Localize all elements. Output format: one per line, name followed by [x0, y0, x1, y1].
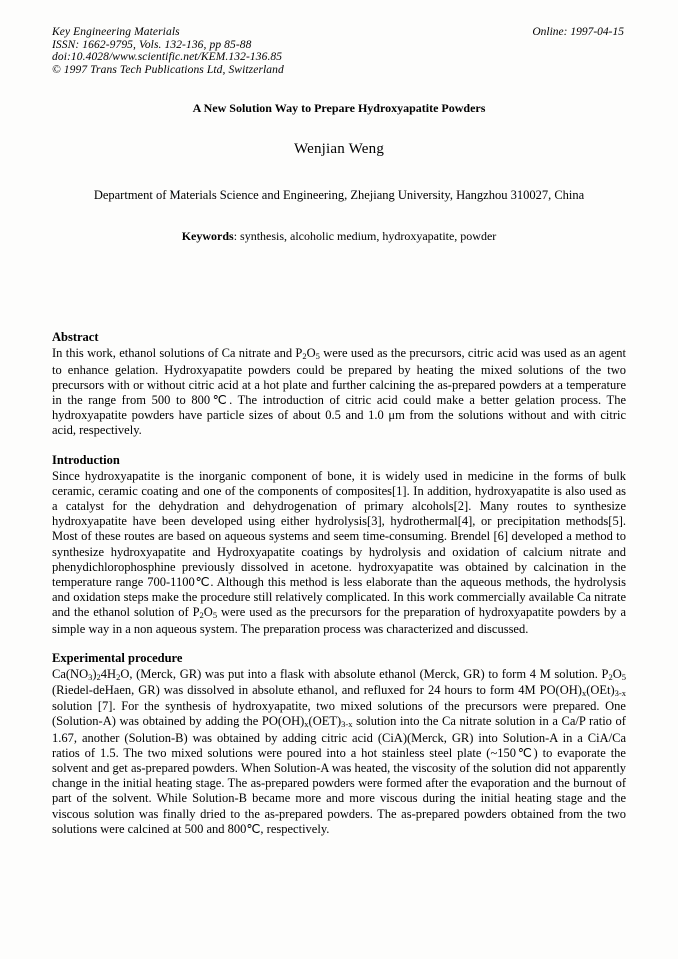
abstract-heading: Abstract: [52, 330, 99, 345]
journal-doi: doi:10.4028/www.scientific.net/KEM.132-136.85: [52, 51, 283, 64]
keywords-label: Keywords: [181, 229, 234, 244]
author-affiliation: Department of Materials Science and Engineering, Zhejiang University, Hangzhou 310027, China: [93, 188, 585, 203]
page-content: [52, 26, 626, 837]
abstract-section: [52, 330, 626, 438]
page-title: A New Solution Way to Prepare Hydroxyapatite Powders: [192, 101, 486, 116]
experimental-body: $Ca(NO_3)_24H_2O$, (Merck, GR) was put into a flask with absolute ethanol (Merck, GR) to form 4 M solution. $P_2O_5$ (Riedel-deHaen, GR) was dissolved in absolute ethanol, and refluxed for 24 hours to form 4M $PO(OH)_x(OEt)_{3-x}$ solution [7]. For the synthesis of hydroxyapatite, two mixed solutions of the precursors were prepared. One (Solution-A) was obtained by adding the $PO(OH)_x(OET)_{3-x}$ solution into the Ca nitrate solution in a Ca/P ratio of 1.67, another (Solution-B) was obtained by adding citric acid (CiA)(Merck, GR) into Solution-A in a CiA/Ca ratios of 1.5. The two mixed solutions were poured into a hot stainless steel plate (~150℃) to evaporate the solvent and get as-prepared powders. When Solution-A was heated, the viscosity of the solution did not apparently change in the initial heating stage. The as-prepared powders were formed after the evaporation and the burnout of part of the solvent. While Solution-B became more and more viscous during the initial heating stage and the viscous solution was finally dried to the as-prepared powders. The as-prepared powders obtained from the two solutions were calcined at 500 and 800℃, respectively.: [52, 666, 626, 836]
keywords-values: : synthesis, alcoholic medium, hydroxyapatite, powder: [233, 229, 497, 244]
online-publication-date: Online: 1997-04-15: [532, 26, 624, 38]
keywords-line: [52, 229, 626, 244]
journal-header: [52, 26, 626, 76]
abstract-body: In this work, ethanol solutions of Ca nitrate and $P_2O_5$ were used as the precursors, citric acid was used as an agent to enhance gelation. Hydroxyapatite powders could be prepared by heating the mixed solutions of the two precursors with or without citric acid at a hot plate and further calcining the as-prepared powders at a temperature in the range from 500 to 800℃. The introduction of citric acid could make a better gelation process. The hydroxyapatite powders have particle sizes of about 0.5 and 1.0 μm from the solutions without and with citric acid, respectively.: [52, 346, 626, 438]
journal-copyright: © 1997 Trans Tech Publications Ltd, Switzerland: [52, 63, 284, 76]
author-name: Wenjian Weng: [293, 141, 385, 158]
introduction-body: Since hydroxyapatite is the inorganic component of bone, it is widely used in medicine in the forms of bulk ceramic, ceramic coating and one of the components of composites[1]. In addition, hydroxyapatite is also used as a catalyst for the dehydration and dehydrogenation of primary alcohols[2]. Many routes to synthesize hydroxyapatite have been developed using either hydrolysis[3], hydrothermal[4], or precipitation methods[5]. Most of these routes are based on aqueous systems and seem time-consuming. Brendel [6] developed a method to synthesize hydroxyapatite and Hydroxyapatite coatings by hydrolysis and oxidation of calcium nitrate and phenydichlorophosphine previously dissolved in acetone. hydroxyapatite was obtained by calcination in the temperature range 700-1100℃. Although this method is less elaborate than the aqueous methods, the hydrolysis and oxidation steps make the procedure still relatively complicated. In this work commercially available Ca nitrate and the ethanol solution of $P_2O_5$ were used as the precursors for the preparation of hydroxyapatite powders by a simple way in a non aqueous system. The preparation process was characterized and discussed.: [52, 468, 626, 636]
experimental-heading: Experimental procedure: [52, 650, 183, 665]
journal-identity-block: [52, 26, 284, 76]
introduction-heading: Introduction: [52, 452, 120, 467]
journal-name: Key Engineering Materials: [52, 26, 180, 38]
introduction-section: [52, 453, 626, 637]
experimental-section: [52, 651, 626, 837]
journal-issn-volume: ISSN: 1662-9795, Vols. 132-136, pp 85-88: [52, 38, 252, 51]
